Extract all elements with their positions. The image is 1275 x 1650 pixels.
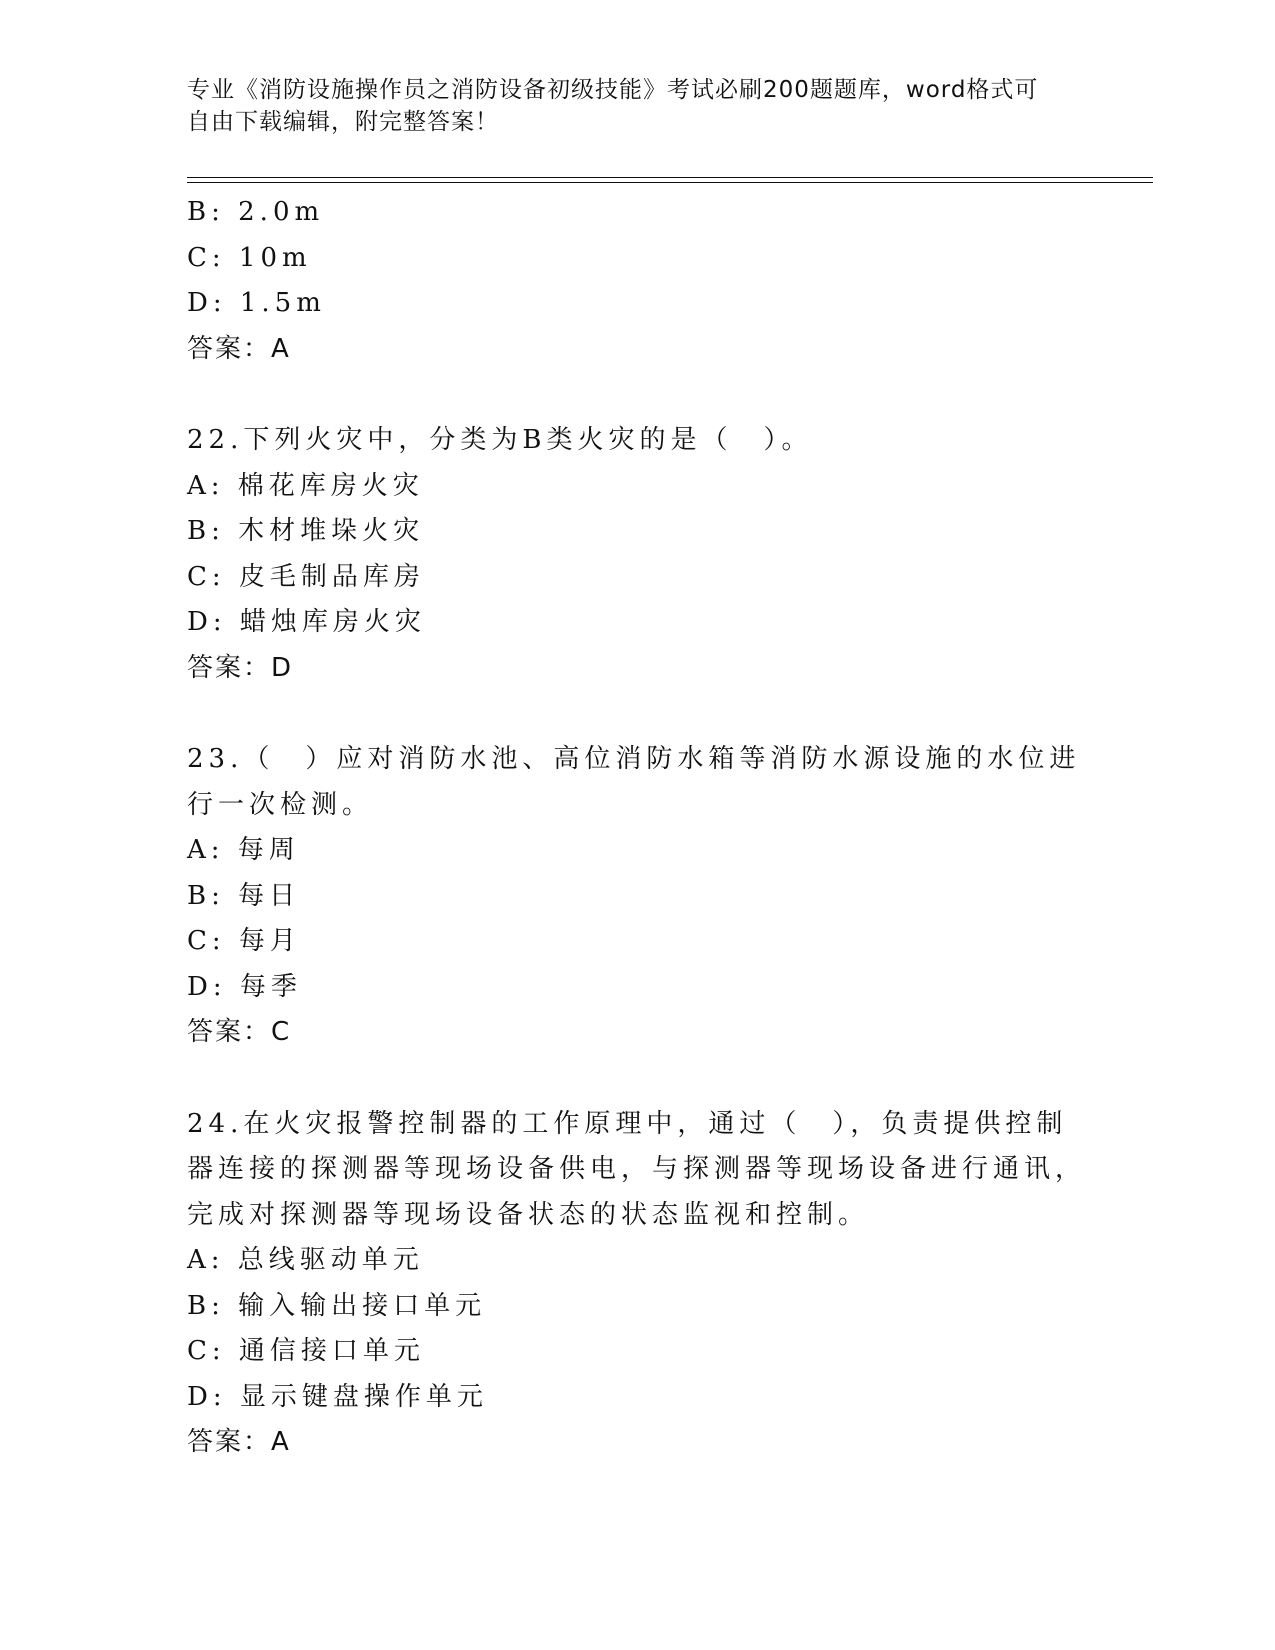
question-21-continued [187, 190, 1087, 372]
answer: 答案：A [187, 1427, 291, 1457]
question-24 [187, 1102, 1087, 1466]
answer: 答案：D [187, 652, 294, 683]
answer: 答案：A [187, 333, 291, 364]
option-c: C: 10m [187, 242, 312, 273]
option-d: D: 1.5m [187, 288, 326, 318]
option-c: C: 通信接口单元 [187, 1336, 425, 1366]
option-d: D: 显示键盘操作单元 [187, 1381, 488, 1412]
option-c: C: 每月 [187, 926, 301, 956]
option-d: D: 每季 [187, 971, 302, 1002]
answer: 答案：C [187, 1017, 292, 1047]
question-list [187, 190, 1087, 1466]
option-b: B: 2.0m [187, 197, 325, 227]
option-a: A: 总线驱动单元 [187, 1245, 424, 1275]
option-a: A: 棉花库房火灾 [187, 470, 424, 501]
option-a: A: 每周 [187, 835, 300, 865]
question-stem: 24.在火灾报警控制器的工作原理中，通过（ ），负责提供控制器连接的探测器等现场设备供电，与探测器等现场设备进行通讯，完成对探测器等现场设备状态的状态监视和控制。 [187, 1108, 1087, 1230]
option-b: B: 每日 [187, 880, 301, 911]
option-b: B: 木材堆垛火灾 [187, 516, 425, 546]
option-d: D: 蜡烛库房火灾 [187, 607, 426, 637]
option-b: B: 输入输出接口单元 [187, 1290, 487, 1321]
question-stem: 23.（ ）应对消防水池、高位消防水箱等消防水源设施的水位进行一次检测。 [187, 744, 1081, 820]
header-line-1: 专业《消防设施操作员之消防设备初级技能》考试必刷200题题库，word格式可 [187, 77, 1039, 103]
header-line-2: 自由下载编辑，附完整答案！ [187, 109, 499, 135]
question-23 [187, 737, 1087, 1056]
question-stem: 22.下列火灾中，分类为B类火灾的是（ ）。 [187, 425, 813, 455]
page-header [187, 74, 1067, 138]
option-c: C: 皮毛制品库房 [187, 561, 425, 592]
question-22 [187, 418, 1087, 691]
header-double-rule [187, 177, 1153, 183]
